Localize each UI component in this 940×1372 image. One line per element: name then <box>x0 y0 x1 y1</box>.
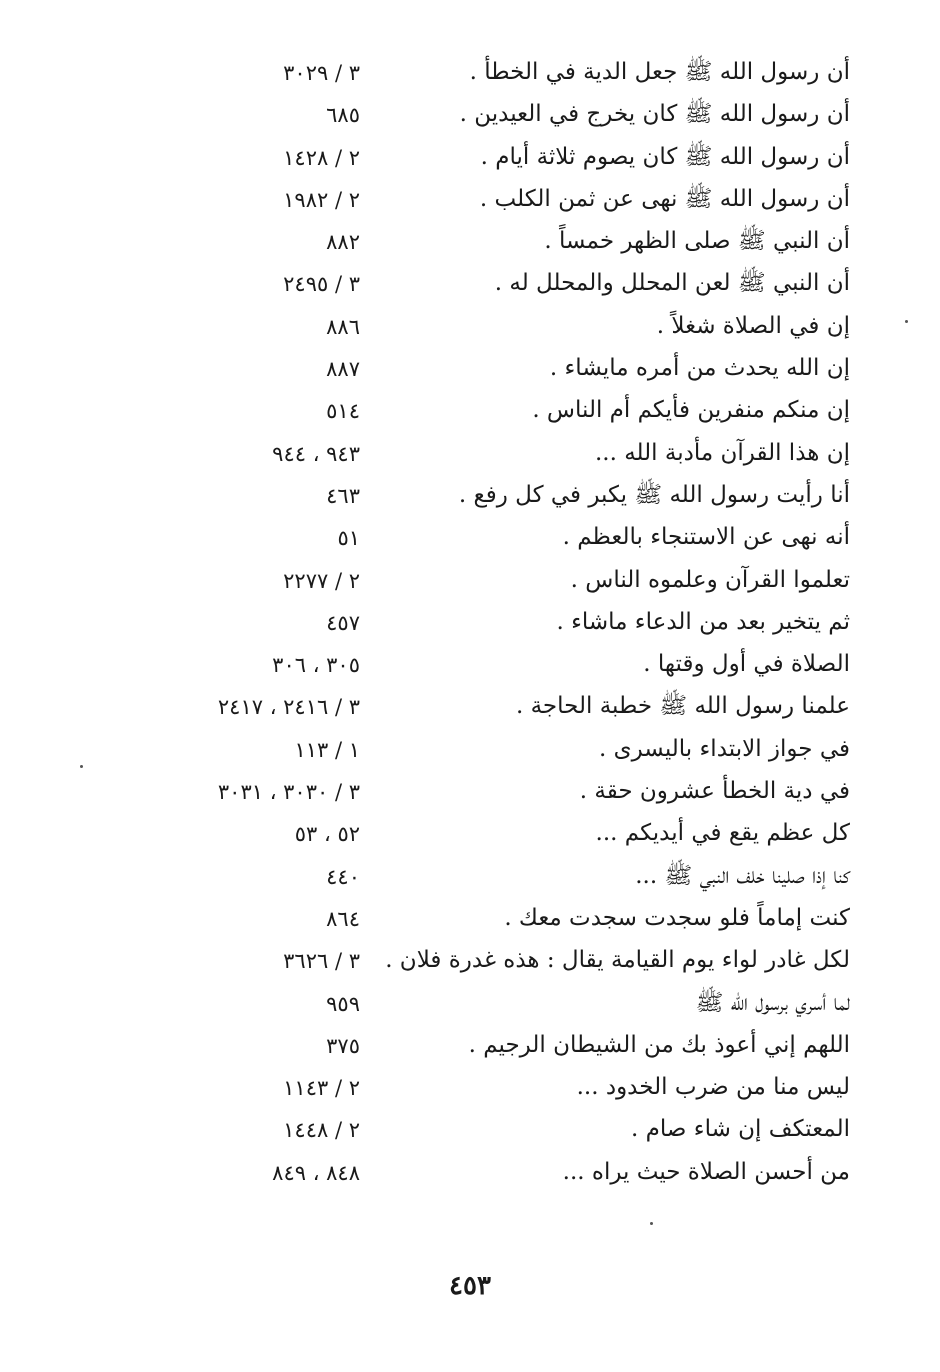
hadith-reference: ٥١٤ <box>326 399 360 424</box>
index-row <box>150 221 850 263</box>
scan-speck <box>80 765 83 768</box>
index-row <box>150 644 850 686</box>
index-row <box>150 390 850 432</box>
hadith-phrase: إن هذا القرآن مأدبة الله ... <box>594 439 850 466</box>
index-row <box>150 1152 850 1194</box>
hadith-reference: ٩٤٣ ، ٩٤٤ <box>272 441 360 466</box>
hadith-phrase: أن رسول الله ﷺ كان يصوم ثلاثة أيام . <box>480 143 850 170</box>
index-row <box>150 602 850 644</box>
index-row <box>150 898 850 940</box>
hadith-reference: ٢ / ١١٤٣ <box>283 1076 360 1101</box>
index-row <box>150 517 850 559</box>
hadith-phrase: كل عظم يقع في أيديكم ... <box>595 820 850 847</box>
index-row <box>150 475 850 517</box>
hadith-phrase: لكل غادر لواء يوم القيامة يقال : هذه غدرة فلان . <box>385 947 850 974</box>
index-row <box>150 137 850 179</box>
hadith-phrase: أن النبي ﷺ لعن المحلل والمحلل له . <box>494 270 850 297</box>
hadith-reference: ٢ / ١٤٤٨ <box>283 1118 360 1143</box>
hadith-reference: ٣ / ٢٤١٦ ، ٢٤١٧ <box>217 695 360 720</box>
hadith-phrase: أن رسول الله ﷺ جعل الدية في الخطأ . <box>469 59 850 85</box>
hadith-phrase: ليس منا من ضرب الخدود ... <box>576 1074 850 1101</box>
index-row <box>150 771 850 813</box>
index-row <box>150 729 850 771</box>
hadith-reference: ٨٤٨ ، ٨٤٩ <box>272 1160 360 1185</box>
index-row <box>150 348 850 390</box>
hadith-index-list <box>150 52 850 1194</box>
hadith-phrase: كنا إذا صلينا خلف النبي ﷺ ... <box>635 862 850 889</box>
hadith-reference: ٢ / ١٤٢٨ <box>283 145 360 170</box>
hadith-reference: ١ / ١١٣ <box>294 737 360 762</box>
page-number: ٤٥٣ <box>449 1271 491 1301</box>
hadith-phrase: تعلموا القرآن وعلموه الناس . <box>570 566 850 593</box>
hadith-reference: ٣ / ٢٤٩٥ <box>283 272 360 297</box>
index-row <box>150 560 850 602</box>
index-row <box>150 983 850 1025</box>
index-row <box>150 306 850 348</box>
hadith-reference: ٨٦٤ <box>326 906 360 931</box>
hadith-reference: ٣ / ٣٦٢٦ <box>283 949 360 974</box>
hadith-reference: ٤٤٠ <box>326 864 360 889</box>
hadith-phrase: من أحسن الصلاة حيث يراه ... <box>562 1158 850 1185</box>
hadith-reference: ٨٨٧ <box>326 357 360 382</box>
hadith-reference: ٣ / ٣٠٣٠ ، ٣٠٣١ <box>217 780 360 805</box>
index-row <box>150 940 850 982</box>
index-row <box>150 1025 850 1067</box>
hadith-phrase: ثم يتخير بعد من الدعاء ماشاء . <box>556 608 850 635</box>
hadith-phrase: كنت إماماً فلو سجدت سجدت معك . <box>504 904 850 931</box>
hadith-phrase: إن في الصلاة شغلاً . <box>656 312 850 339</box>
hadith-phrase: إن منكم منفرين فأيكم أم الناس . <box>532 397 850 424</box>
hadith-phrase: لما أسري برسول الله ﷺ <box>695 989 850 1016</box>
hadith-reference: ٣ / ٣٠٢٩ <box>283 61 360 85</box>
hadith-phrase: علمنا رسول الله ﷺ خطبة الحاجة . <box>515 693 850 720</box>
scan-speck <box>650 1222 653 1225</box>
index-row <box>150 94 850 136</box>
hadith-reference: ٥١ <box>337 526 360 551</box>
index-row <box>150 52 850 94</box>
index-row <box>150 1067 850 1109</box>
hadith-reference: ٤٦٣ <box>326 483 360 508</box>
index-row <box>150 686 850 728</box>
index-row <box>150 813 850 855</box>
hadith-reference: ٩٥٩ <box>326 991 360 1016</box>
hadith-reference: ٤٥٧ <box>326 610 360 635</box>
hadith-reference: ٢ / ١٩٨٢ <box>283 187 360 212</box>
hadith-reference: ٥٢ ، ٥٣ <box>294 822 360 847</box>
hadith-phrase: أن النبي ﷺ صلى الظهر خمساً . <box>544 228 850 255</box>
hadith-phrase: إن الله يحدث من أمره مايشاء . <box>549 355 850 382</box>
hadith-reference: ٣٠٥ ، ٣٠٦ <box>272 653 360 678</box>
index-row <box>150 856 850 898</box>
hadith-reference: ٨٨٦ <box>326 314 360 339</box>
hadith-reference: ٣٧٥ <box>326 1033 360 1058</box>
hadith-phrase: في جواز الابتداء باليسرى . <box>598 735 850 762</box>
hadith-phrase: الصلاة في أول وقتها . <box>643 651 850 678</box>
hadith-phrase: أن رسول الله ﷺ كان يخرج في العيدين . <box>459 101 850 128</box>
index-row <box>150 263 850 305</box>
scan-speck <box>905 320 908 323</box>
hadith-reference: ٨٨٢ <box>326 230 360 255</box>
hadith-phrase: المعتكف إن شاء صام . <box>631 1116 850 1143</box>
hadith-phrase: أنا رأيت رسول الله ﷺ يكبر في كل رفع . <box>458 481 850 508</box>
hadith-phrase: في دية الخطأ عشرون حقة . <box>579 778 850 805</box>
hadith-reference: ٦٨٥ <box>326 103 360 128</box>
index-row <box>150 1109 850 1151</box>
hadith-reference: ٢ / ٢٢٧٧ <box>283 568 360 593</box>
index-row <box>150 433 850 475</box>
hadith-phrase: أن رسول الله ﷺ نهى عن ثمن الكلب . <box>479 185 850 212</box>
hadith-phrase: اللهم إني أعوذ بك من الشيطان الرجيم . <box>468 1031 850 1058</box>
hadith-phrase: أنه نهى عن الاستنجاء بالعظم . <box>562 524 850 551</box>
index-row <box>150 179 850 221</box>
